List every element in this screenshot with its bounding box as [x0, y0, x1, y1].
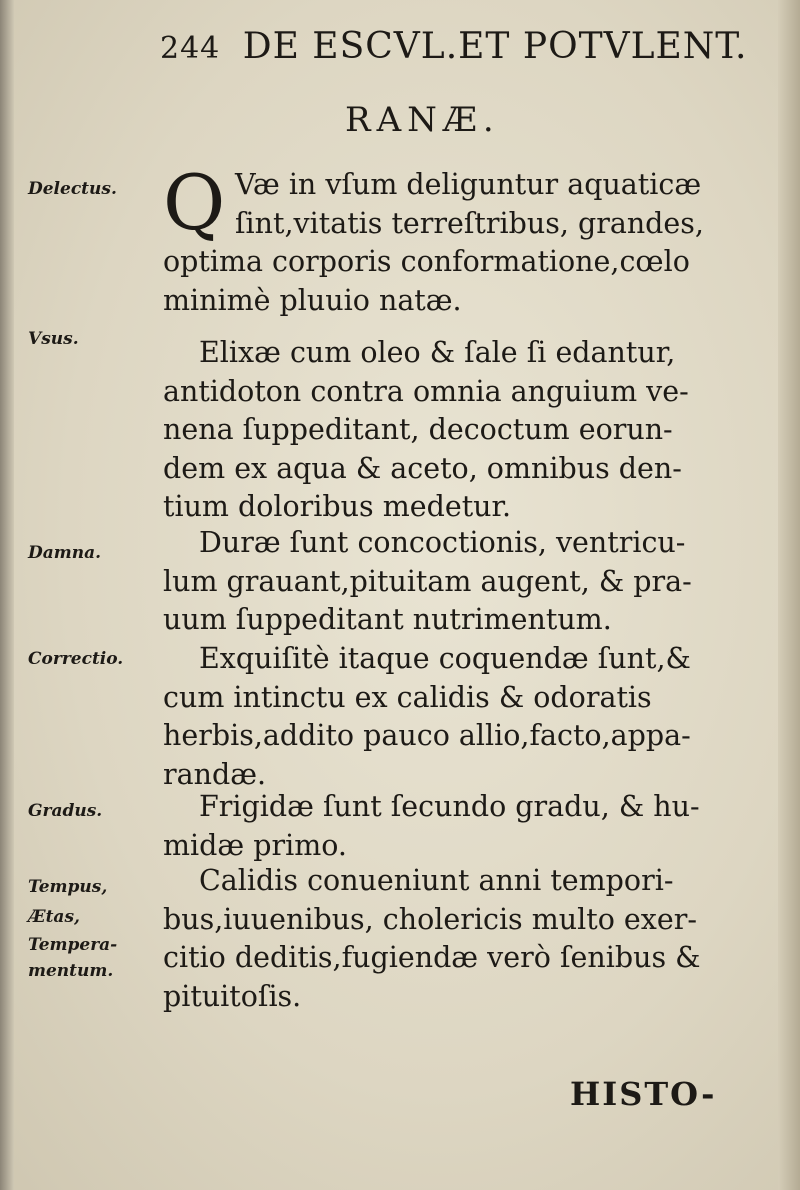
paragraph-damna	[163, 524, 708, 640]
margin-note-aetas: Ætas,	[28, 907, 80, 927]
text-line: Exquiſitè itaque coquendæ ſunt,&	[199, 642, 691, 675]
page-number: 244	[160, 31, 221, 66]
margin-note-tempus: Tempus,	[28, 877, 108, 897]
page-edge	[778, 0, 800, 1190]
drop-capital: Q	[163, 158, 226, 247]
text-line: tium doloribus medetur.	[163, 490, 512, 523]
paragraph-usus	[163, 334, 708, 527]
text-line: nena ſuppeditant, decoctum eorun-	[163, 413, 673, 446]
text-line: cum intinctu ex calidis & odoratis	[163, 680, 652, 714]
text-line: minimè pluuio natæ.	[163, 283, 462, 317]
margin-note-temperamentum-1: Tempera-	[28, 935, 118, 955]
text-line: ſint,vitatis terreſtribus, grandes,	[235, 206, 704, 240]
margin-note-delectus: Delectus.	[28, 179, 117, 199]
catchword: HISTO-	[570, 1075, 717, 1113]
text-line: optima corporis conformatione,cœlo	[163, 245, 690, 278]
text-line: lum grauant,pituitam augent, & pra-	[163, 564, 692, 598]
text-line: pituitoſis.	[163, 979, 302, 1013]
paragraph-gradus	[163, 788, 708, 865]
text-line: antidoton contra omnia anguium ve-	[163, 374, 689, 408]
text-line: Calidis conueniunt anni tempori-	[199, 864, 674, 897]
text-line: bus,iuuenibus, cholericis multo exer-	[163, 902, 697, 936]
text-line: Væ in vſum deliguntur aquaticæ	[235, 168, 702, 201]
text-line: dem ex aqua & aceto, omnibus den-	[163, 451, 682, 485]
text-line: herbis,addito pauco allio,facto,appa-	[163, 719, 691, 752]
text-line: uum ſuppeditant nutrimentum.	[163, 603, 612, 636]
running-head	[160, 26, 760, 67]
page-gutter-shadow	[0, 0, 14, 1190]
margin-note-correctio: Correctio.	[28, 649, 124, 669]
margin-note-temperamentum-2: mentum.	[28, 961, 114, 981]
text-line: Frigidæ ſunt ſecundo gradu, & hu-	[199, 790, 700, 823]
text-line: Duræ ſunt concoctionis, ventricu-	[199, 526, 686, 559]
margin-note-gradus: Gradus.	[28, 801, 103, 821]
text-line: midæ primo.	[163, 828, 347, 862]
paragraph-tempus	[163, 862, 708, 1016]
text-line: randæ.	[163, 757, 267, 791]
running-title: DE ESCVL.ET POTVLENT.	[242, 26, 748, 67]
margin-note-usus: Vsus.	[28, 329, 79, 349]
section-title: RANÆ.	[345, 100, 500, 140]
text-line: citio deditis,fugiendæ verò ſenibus &	[163, 941, 701, 974]
text-line: Elixæ cum oleo & ſale ſi edantur,	[199, 336, 676, 369]
margin-note-damna: Damna.	[28, 543, 102, 563]
paragraph-delectus	[163, 158, 708, 320]
paragraph-correctio	[163, 640, 708, 794]
